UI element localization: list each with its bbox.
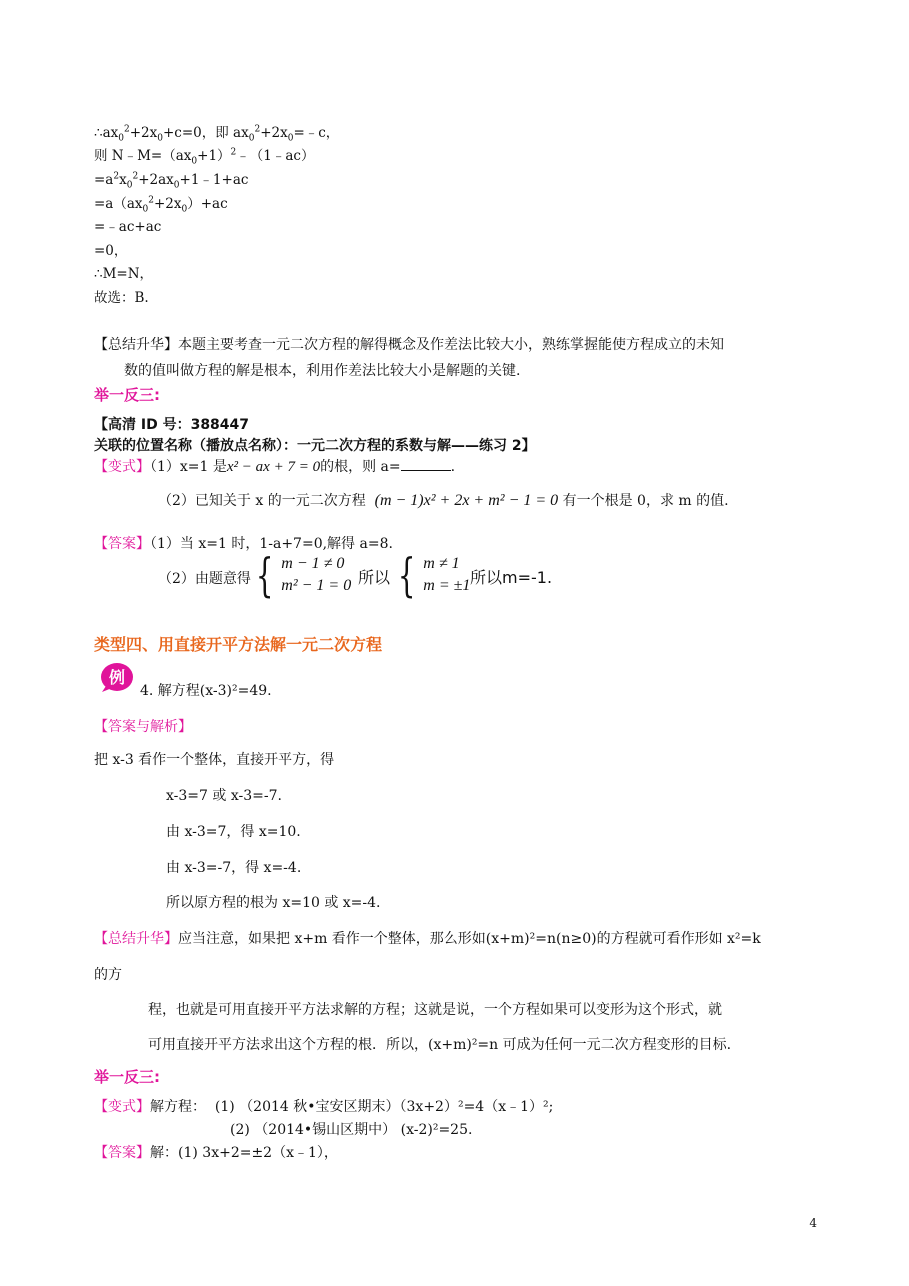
solution-line-4: 由 x-3=-7，得 x=-4. bbox=[166, 860, 302, 876]
type-4-heading: 类型四、用直接开平方法解一元二次方程 bbox=[94, 635, 383, 654]
page-number: 4 bbox=[809, 1216, 817, 1230]
system-1-line-2: m² − 1 = 0 bbox=[281, 577, 352, 594]
solution-line-5: 所以原方程的根为 x=10 或 x=-4. bbox=[166, 895, 381, 911]
system-2-line-2: m = ±1 bbox=[423, 577, 471, 594]
variant-2-q2: (2) （2014•锡山区期中） (x-2)²=25. bbox=[230, 1122, 473, 1138]
summary-2-line-4: 可用直接开平方法求出这个方程的根．所以，(x+m)²=n 可成为任何一元二次方程变形的目标. bbox=[148, 1037, 732, 1053]
variant-2-q1: 【变式】解方程： (1) （2014 秋•宝安区期末）（3x+2）²=4（x﹣1）²; bbox=[94, 1099, 554, 1115]
deriv-line-6: =0， bbox=[94, 243, 128, 259]
solution-line-1: 把 x-3 看作一个整体，直接开平方，得 bbox=[94, 752, 335, 768]
summary-2-line-1: 【总结升华】应当注意，如果把 x+m 看作一个整体，那么形如(x+m)²=n(n≥0)的方程就可看作形如 x²=k bbox=[94, 931, 761, 947]
solution-line-3: 由 x-3=7，得 x=10. bbox=[166, 824, 301, 840]
answer-explanation-tag: 【答案与解析】 bbox=[94, 719, 192, 735]
system-2: { m ≠ 1 m = ±1 bbox=[397, 548, 471, 602]
so-label-2: 所以m=-1. bbox=[470, 568, 553, 587]
example-4: 4. 解方程(x-3)²=49. bbox=[140, 683, 272, 699]
answer-1-a2-label: （2）由题意得 bbox=[158, 571, 251, 587]
equation-q1: x² − ax + 7 = 0 bbox=[226, 459, 321, 475]
equation-q2: (m − 1)x² + 2x + m² − 1 = 0 bbox=[374, 492, 559, 509]
deriv-line-8: 故选：B. bbox=[94, 290, 149, 306]
practice-heading-1: 举一反三: bbox=[94, 386, 160, 404]
system-1-line-1: m − 1 ≠ 0 bbox=[281, 555, 345, 572]
hd-position: 关联的位置名称（播放点名称）：一元二次方程的系数与解——练习 2】 bbox=[94, 438, 536, 454]
deriv-line-3: $=a^2x_0^2+2ax_0+1﹣1+ac$ bbox=[94, 171, 249, 191]
answer-blank bbox=[401, 457, 451, 471]
practice-heading-2: 举一反三: bbox=[94, 1068, 160, 1086]
system-1: { m − 1 ≠ 0 m² − 1 = 0 bbox=[255, 548, 352, 602]
example-badge-icon bbox=[100, 661, 136, 693]
solution-line-2: x-3=7 或 x-3=-7. bbox=[166, 788, 282, 804]
hd-id: 【高清 ID 号：388447 bbox=[94, 417, 250, 433]
deriv-line-4: $=a(ax_0^2+2x_0)+ac$ bbox=[94, 195, 228, 215]
variant-1-q2: （2）已知关于 x 的一元二次方程 (m − 1)x² + 2x + m² − 1 = 0 有一个根是 0，求 m 的值. bbox=[158, 492, 729, 509]
svg-text:例: 例 bbox=[108, 668, 126, 687]
summary-1-line-1: 【总结升华】本题主要考查一元二次方程的解得概念及作差法比较大小，熟练掌握能使方程成立的未知 bbox=[94, 337, 724, 353]
answer-1-a1: 【答案】（1）当 x=1 时，1-a+7=0,解得 a=8. bbox=[94, 536, 393, 552]
summary-2-line-2: 的方 bbox=[94, 967, 122, 983]
deriv-line-7: ∴M=N， bbox=[94, 266, 154, 282]
summary-2-line-3: 程，也就是可用直接开平方法求解的方程；这就是说，一个方程如果可以变形为这个形式，就 bbox=[148, 1002, 722, 1018]
system-2-line-1: m ≠ 1 bbox=[423, 555, 460, 572]
variant-1-q1: 【变式】（1）x=1 是x² − ax + 7 = 0的根，则 a= . bbox=[94, 459, 456, 475]
summary-1-line-2: 数的值叫做方程的解是根本，利用作差法比较大小是解题的关键. bbox=[124, 363, 521, 379]
deriv-line-2: 则 $N﹣M=(ax_0+1)^2﹣(1﹣ac)$ bbox=[94, 147, 315, 167]
so-label-1: 所以 bbox=[358, 568, 391, 587]
deriv-line-5: =﹣ac+ac bbox=[94, 219, 162, 235]
answer-2: 【答案】解：(1) 3x+2=±2（x﹣1）， bbox=[94, 1145, 338, 1161]
deriv-line-1: $\therefore ax_0^2+2x_0+c=0$，即 $ax_0^2+2x_0=﹣c$， bbox=[94, 124, 340, 144]
